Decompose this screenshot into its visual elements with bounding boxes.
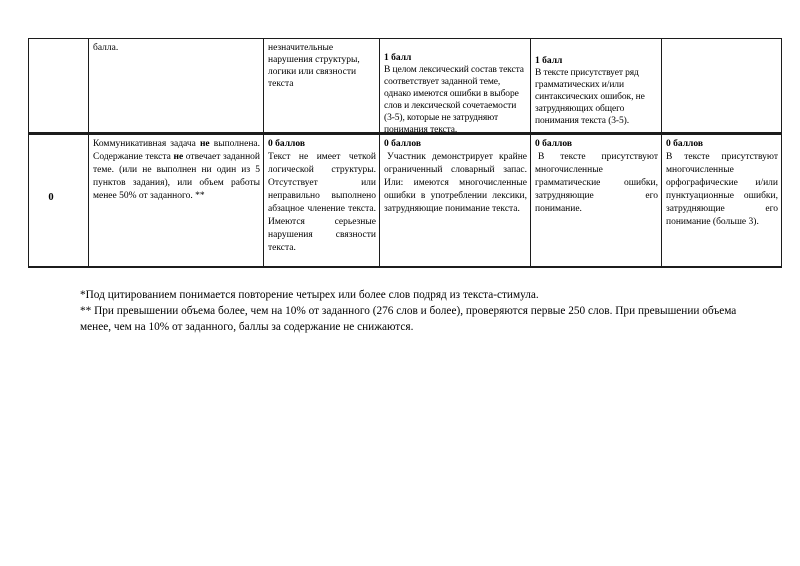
- lexical-line: соответствует заданной теме,: [384, 77, 501, 87]
- cell-r1-content: [89, 39, 264, 134]
- score-header: 0 баллов: [384, 139, 422, 149]
- grammar-line: В тексте присутствует ряд: [535, 68, 639, 78]
- score-header: 0 баллов: [535, 139, 573, 149]
- structure-text: незначительные нарушения структуры, логики или связности текста: [268, 43, 360, 89]
- spelling-cell-box: [662, 135, 781, 266]
- footnotes-block: [80, 287, 736, 335]
- rubric-row-zero-points: [29, 134, 782, 268]
- spelling-criteria-text: В тексте присутствуют многочисленные орфографические и/или пунктуационные ошибки, затрудняющие его понимание (больше 3).: [666, 152, 778, 227]
- grammar-line: синтаксических ошибок, не: [535, 92, 645, 102]
- footnote-volume-line1: ** При превышении объема более, чем на 10% от заданного (276 слов и более), проверяются первые 250 слов. При превышении объема: [80, 305, 737, 317]
- grammar-cell-box: [531, 135, 661, 266]
- cell-r2-lexical: [380, 134, 531, 268]
- structure-criteria-text: Текст не имеет четкой логической структуры. Отсутствует или неправильно выполнено абзацное членение текста. Имеются серьезные нарушения связности текста.: [268, 152, 376, 253]
- cell-r2-spelling: [662, 134, 782, 268]
- content-bold-ne: не: [199, 139, 210, 149]
- empty-cell: [29, 39, 88, 132]
- grammar-criteria-text: В тексте присутствуют многочисленные грамматические ошибки, затрудняющие его понимание.: [535, 152, 658, 214]
- cell-r2-content: [89, 134, 264, 268]
- score-value: 0: [48, 192, 54, 203]
- score-header: 1 балл: [535, 56, 563, 66]
- cell-r1-score: [29, 39, 89, 134]
- empty-cell: [662, 39, 781, 132]
- cell-r2-score: [29, 134, 89, 268]
- score-header: 0 баллов: [268, 139, 306, 149]
- cell-r1-grammar: [531, 39, 662, 134]
- structure-cell-box: [264, 135, 379, 266]
- lexical-line: (3-5), которые не затрудняют: [384, 113, 499, 123]
- footnote-volume-line2: менее, чем на 10% от заданного, баллы за содержание не снижаются.: [80, 321, 414, 333]
- lexical-cell-box: [380, 39, 530, 132]
- content-text-part: отвечает заданной теме. (или не выполнен ни один из 5 пунктов задания), или объем работы менее 50% от заданного. **: [93, 152, 260, 201]
- footnote-citation: *Под цитированием понимается повторение четырех или более слов подряд из текста-стимула.: [80, 289, 539, 301]
- lexical-cell-box: [380, 135, 530, 266]
- content-bold-ne: не: [173, 152, 184, 162]
- rubric-row-continuation: [29, 39, 782, 134]
- scoring-rubric-table: [28, 38, 782, 268]
- grammar-line: затрудняющих общего: [535, 104, 625, 114]
- grammar-cell-box: [531, 39, 661, 132]
- grammar-line: грамматических и/или: [535, 80, 624, 90]
- content-text-part: выполнена. Содержание текста: [93, 139, 261, 162]
- lexical-line: слов и лексической сочетаемости: [384, 101, 517, 111]
- lexical-line: понимания текста.: [384, 125, 458, 132]
- content-text: балла.: [93, 43, 119, 53]
- lexical-line: В целом лексический состав текста: [384, 65, 524, 75]
- content-criteria-text: [89, 135, 263, 266]
- lexical-line: однако имеются ошибки в выборе: [384, 89, 519, 99]
- grammar-line: понимания текста (3-5).: [535, 116, 629, 126]
- lexical-criteria-text: Участник демонстрирует крайне ограниченный словарный запас. Или: имеются многочисленные ошибки в употреблении лексики, затрудняющие понимание текста.: [384, 152, 527, 214]
- cell-r1-spelling: [662, 39, 782, 134]
- content-text-part: Коммуникативная задача: [93, 139, 200, 149]
- score-header: 1 балл: [384, 53, 412, 63]
- cell-r1-structure: [264, 39, 380, 134]
- cell-r2-grammar: [531, 134, 662, 268]
- cell-r1-lexical: [380, 39, 531, 134]
- score-header: 0 баллов: [666, 139, 704, 149]
- cell-r2-structure: [264, 134, 380, 268]
